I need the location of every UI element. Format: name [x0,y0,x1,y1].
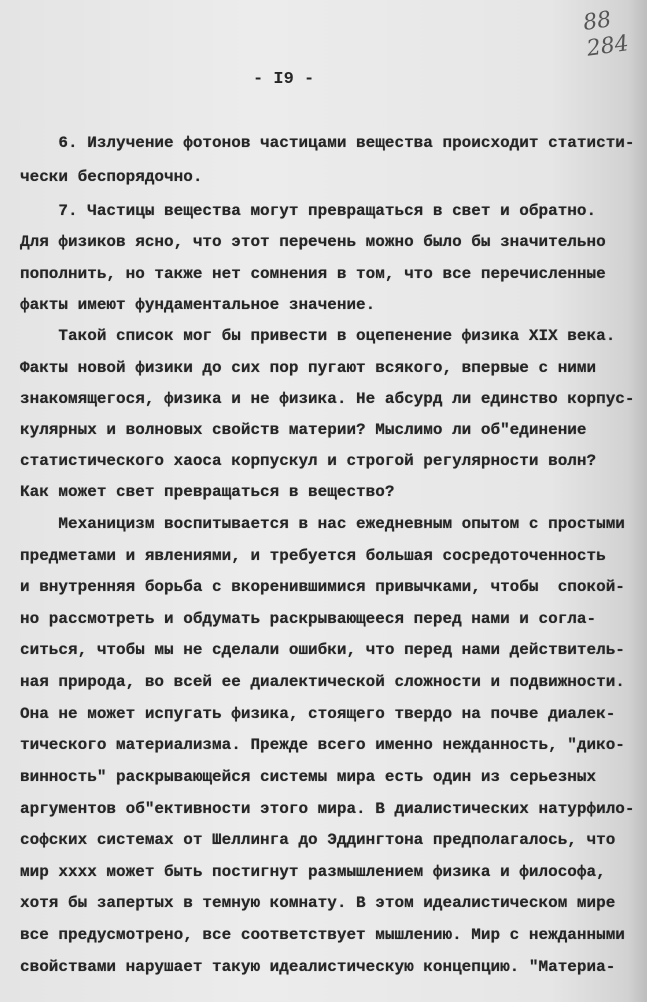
archive-folio-number [582,5,631,62]
text-line: кулярных и волновых свойств материи? Мыслимо ли об"единение [20,421,587,439]
page-number: - I9 - [253,70,315,89]
text-line: Механицизм воспитывается в нас ежедневным опытом с простыми [20,515,625,533]
text-line: Для физиков ясно, что этот перечень можно было бы значительно [20,233,606,251]
text-line: но рассмотреть и обдумать раскрывающееся перед нами и согла- [20,610,597,628]
archive-number-old: 88 [581,7,613,36]
text-line: 6. Излучение фотонов частицами вещества происходит статисти- [20,134,635,152]
text-line: пополнить, но также нет сомнения в том, что все перечисленные [20,265,606,283]
text-line: свойствами нарушает такую идеалистическую концепцию. "Материа- [20,958,616,976]
text-line: аргументов об"ективности этого мира. В диалистических натурфило- [20,800,635,818]
text-line: тического материализма. Прежде всего именно нежданность, "дико- [20,736,625,754]
text-line: ная природа, во всей ее диалектической сложности и подвижности. [20,673,625,691]
text-line: все предусмотрено, все соответствует мышлению. Мир с нежданными [20,926,625,944]
text-line: факты имеют фундаментальное значение. [20,296,376,314]
text-line: 7. Частицы вещества могут превращаться в свет и обратно. [20,202,597,220]
text-line: мир xxxx может быть постигнут размышлением физика и философа, [20,863,606,881]
text-line: Она не может испугать физика, стоящего твердо на почве диалек- [20,705,616,723]
text-line: Как может свет превращаться в вещество? [20,483,395,501]
text-line: и внутренняя борьба с вкоренившимися привычками, чтобы спокой- [20,578,625,596]
text-line: ситься, чтобы мы не сделали ошибки, что перед нами действитель- [20,641,625,659]
text-line: предметами и явлениями, и требуется большая сосредоточенность [20,547,606,565]
text-line: хотя бы запертых в темную комнату. В этом идеалистическом мире [20,894,616,912]
archive-number-new: 284 [585,31,631,62]
text-line: Факты новой физики до сих пор пугают всякого, впервые с ними [20,359,597,377]
text-line: статистического хаоса корпускул и строгой регулярности волн? [20,452,597,470]
text-line: винность" раскрывающейся системы мира есть один из серьезных [20,768,597,786]
text-line: Такой список мог бы привести в оцепенение физика XIX века. [20,327,616,345]
text-line: софских системах от Шеллинга до Эддингтона предполагалось, что [20,831,616,849]
text-line: знакомящегося, физика и не физика. Не абсурд ли единство корпус- [20,390,635,408]
text-line: чески беспорядочно. [20,168,203,186]
